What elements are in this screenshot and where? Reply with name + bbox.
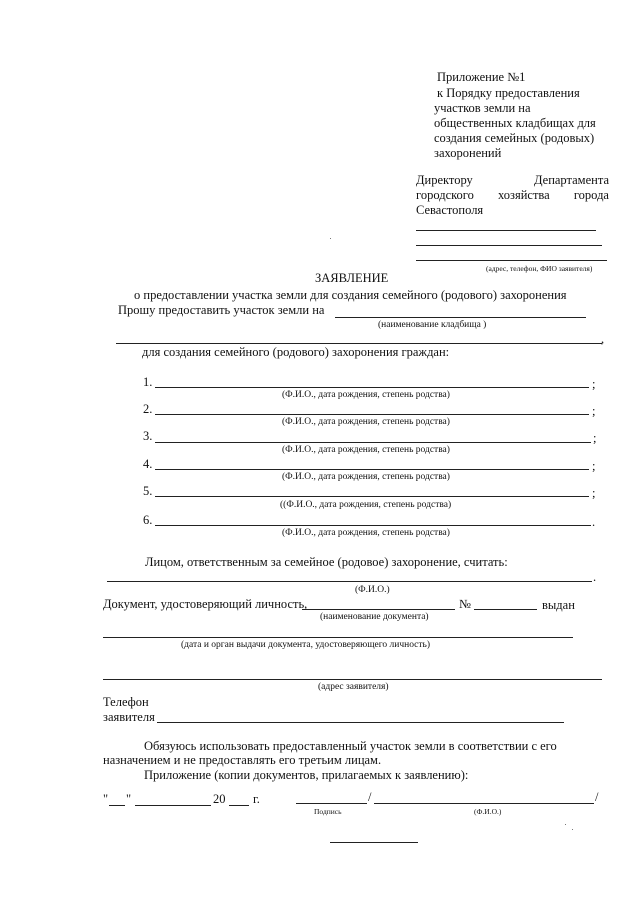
date-month-field[interactable]	[135, 805, 211, 806]
appendix-line: создания семейных (родовых)	[434, 131, 595, 145]
person-hint: (Ф.И.О., дата рождения, степень родства)	[282, 390, 450, 400]
document-number-field[interactable]	[474, 609, 537, 610]
document-label: Документ, удостоверяющий личность,	[103, 597, 308, 611]
addressee-row-1	[416, 173, 609, 188]
document-subtitle: о предоставлении участка земли для создания семейного (родового) захоронения	[134, 288, 567, 302]
date-quote-close: "	[126, 792, 132, 806]
obligation-paragraph-2: назначением и не предоставлять его третьим лицам.	[103, 753, 382, 767]
addressee-word: городского	[416, 188, 474, 202]
cemetery-name-field[interactable]	[335, 317, 586, 318]
applicant-address-field[interactable]	[103, 679, 602, 680]
addressee-word: Директору	[416, 173, 473, 187]
responsible-end-mark: .	[593, 570, 597, 584]
appendix-line: к Порядку предоставления	[437, 86, 580, 100]
applicant-phone-field[interactable]	[157, 722, 564, 723]
person-number: 2.	[143, 402, 153, 416]
person-hint: ((Ф.И.О., дата рождения, степень родства)	[280, 500, 452, 510]
scan-speck	[330, 238, 331, 239]
date-year-suffix: г.	[253, 792, 260, 806]
person-field-4[interactable]	[155, 469, 589, 470]
addressee-row-2	[416, 188, 609, 203]
appendix-title: Приложение №1	[437, 70, 526, 84]
person-number: 6.	[143, 513, 153, 527]
responsible-text: Лицом, ответственным за семейное (родовое) захоронение, считать:	[145, 555, 508, 569]
date-year-prefix: 20	[213, 792, 226, 806]
document-name-hint: (наименование документа)	[320, 612, 429, 622]
document-issue-field[interactable]	[103, 637, 573, 638]
document-number-label: №	[459, 597, 471, 611]
addressee-word: Департамента	[533, 173, 609, 187]
document-issue-hint: (дата и орган выдачи документа, удостоверяющего личность)	[181, 640, 431, 650]
date-quote-open: "	[103, 792, 109, 806]
person-field-2[interactable]	[155, 414, 589, 415]
person-number: 5.	[143, 484, 153, 498]
person-end-mark: .	[592, 515, 596, 529]
document-title: ЗАЯВЛЕНИЕ	[315, 271, 389, 285]
signature-slash: /	[368, 790, 372, 804]
person-end-mark: ;	[592, 459, 596, 473]
appendix-line: общественных кладбищах для	[434, 116, 596, 130]
comma-mark: ,	[601, 332, 605, 346]
person-number: 4.	[143, 457, 153, 471]
appendix-line: участков земли на	[434, 101, 531, 115]
purpose-text: для создания семейного (родового) захоронения граждан:	[142, 345, 450, 359]
signature-hint: Подпись	[314, 807, 342, 816]
obligation-paragraph: Обязуюсь использовать предоставленный участок земли в соответствии с его	[144, 739, 557, 753]
person-field-3[interactable]	[155, 442, 591, 443]
document-issued-label: выдан	[542, 598, 575, 612]
person-end-mark: ;	[593, 431, 597, 445]
appendix-line: захоронений	[434, 146, 502, 160]
person-field-5[interactable]	[155, 496, 589, 497]
signature-name-field[interactable]	[374, 803, 594, 804]
signature-slash-end: /	[595, 790, 599, 804]
date-year-field[interactable]	[229, 805, 249, 806]
request-text: Прошу предоставить участок земли на	[118, 303, 325, 317]
responsible-name-field[interactable]	[107, 581, 592, 582]
cemetery-hint: (наименование кладбища )	[378, 320, 487, 330]
attachments-text: Приложение (копии документов, прилагаемых к заявлению):	[144, 768, 469, 782]
person-end-mark: ;	[592, 377, 596, 391]
person-number: 3.	[143, 429, 153, 443]
date-day-field[interactable]	[109, 805, 125, 806]
cemetery-name-field-continued[interactable]	[116, 343, 602, 344]
addressee-hint: (адрес, телефон, ФИО заявителя)	[486, 264, 593, 273]
person-number: 1.	[143, 375, 153, 389]
phone-label: Телефон	[103, 695, 149, 709]
scan-speck	[572, 829, 573, 830]
person-hint: (Ф.И.О., дата рождения, степень родства)	[282, 528, 450, 538]
addressee-line-2[interactable]	[416, 245, 602, 246]
addressee-line-3[interactable]	[416, 260, 607, 261]
person-field-1[interactable]	[155, 387, 589, 388]
addressee-word: города	[573, 188, 609, 202]
person-hint: (Ф.И.О., дата рождения, степень родства)	[282, 472, 450, 482]
addressee-city: Севастополя	[416, 203, 484, 217]
person-hint: (Ф.И.О., дата рождения, степень родства)	[282, 417, 450, 427]
document-name-field[interactable]	[302, 609, 455, 610]
person-end-mark: ;	[592, 404, 596, 418]
person-end-mark: ;	[592, 486, 596, 500]
bottom-rule	[330, 842, 418, 843]
addressee-word: хозяйства	[498, 188, 550, 202]
applicant-address-hint: (адрес заявителя)	[318, 682, 389, 692]
responsible-hint: (Ф.И.О.)	[355, 585, 390, 595]
addressee-line-1[interactable]	[416, 230, 596, 231]
signature-field[interactable]	[296, 803, 367, 804]
signature-name-hint: (Ф.И.О.)	[474, 807, 502, 816]
person-hint: (Ф.И.О., дата рождения, степень родства)	[282, 445, 450, 455]
person-field-6[interactable]	[155, 525, 591, 526]
scan-speck	[565, 824, 566, 825]
phone-label-2: заявителя	[103, 710, 155, 724]
